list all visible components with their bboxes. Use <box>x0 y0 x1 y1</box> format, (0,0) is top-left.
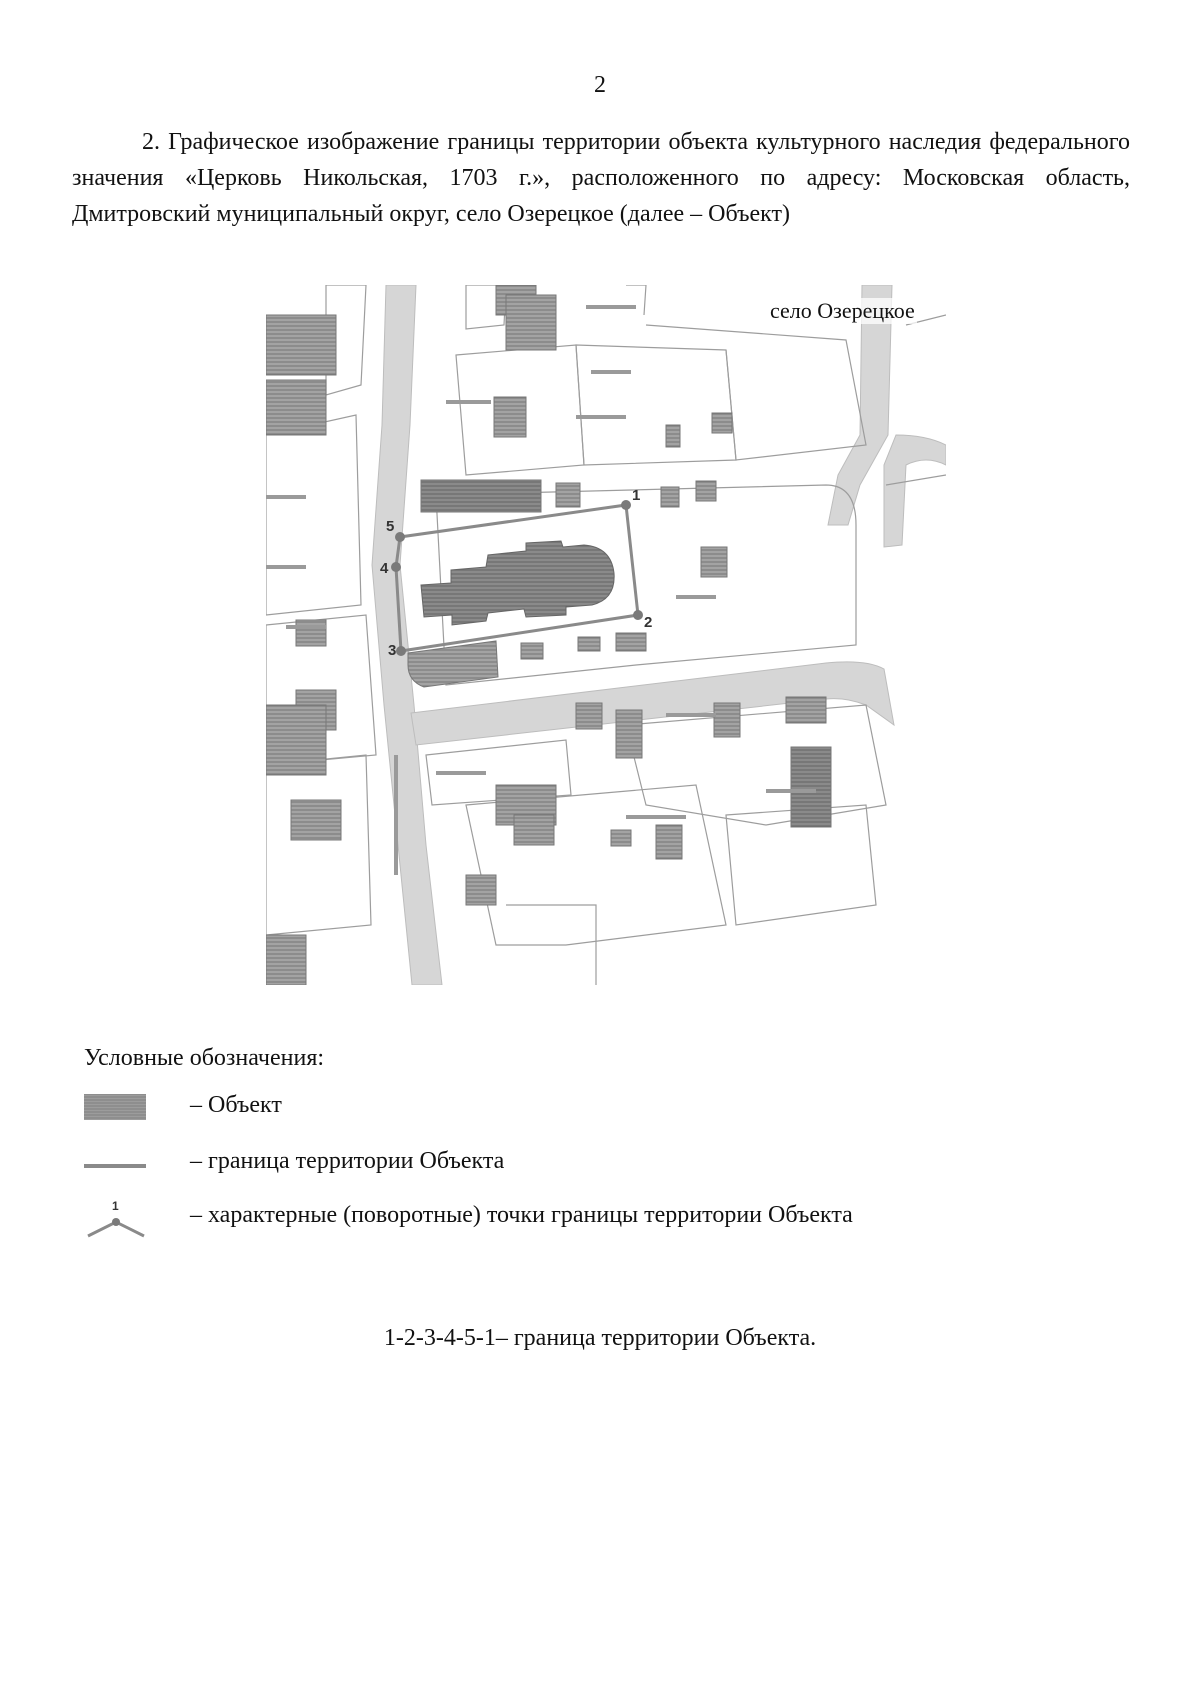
turning-point-icon <box>84 1198 148 1238</box>
point-label-2: 2 <box>644 614 653 631</box>
legend-boundary-text: – граница территории Объекта <box>190 1148 505 1174</box>
boundary-sequence-note: 1-2-3-4-5-1– граница территории Объекта. <box>383 1325 817 1351</box>
legend-item-boundary <box>84 1144 1084 1184</box>
point-label-4: 4 <box>380 560 389 577</box>
boundary-point-3 <box>396 646 406 656</box>
point-label-3: 3 <box>388 642 397 659</box>
point-label-5: 5 <box>386 518 395 535</box>
page-number: 2 <box>594 72 606 98</box>
boundary-line-icon <box>84 1144 148 1184</box>
legend-turning-points-text: – характерные (поворотные) точки границы территории Объекта <box>190 1202 853 1228</box>
legend-object-text: – Объект <box>190 1092 282 1118</box>
turning-point-symbol-number: 1 <box>112 1199 119 1213</box>
legend-item-turning-points <box>84 1198 1084 1238</box>
boundary-point-5 <box>395 532 405 542</box>
boundary-point-2 <box>633 610 643 620</box>
legend-title: Условные обозначения: <box>84 1045 325 1071</box>
boundary-point-1 <box>621 500 631 510</box>
site-plan-map <box>266 285 946 985</box>
document-heading: 2. Графическое изображение границы территории объекта культурного наследия федерального значения «Церковь Никольская, 1703 г.», расположенного по адресу: Московская область, Дмитровский муниципальный округ, село Озерецкое (далее – Объект) <box>72 129 1130 227</box>
boundary-point-4 <box>391 562 401 572</box>
map-place-label: село Озерецкое <box>770 298 915 323</box>
point-label-1: 1 <box>632 487 641 504</box>
legend-item-object <box>84 1088 1084 1128</box>
object-swatch-icon <box>84 1088 148 1128</box>
